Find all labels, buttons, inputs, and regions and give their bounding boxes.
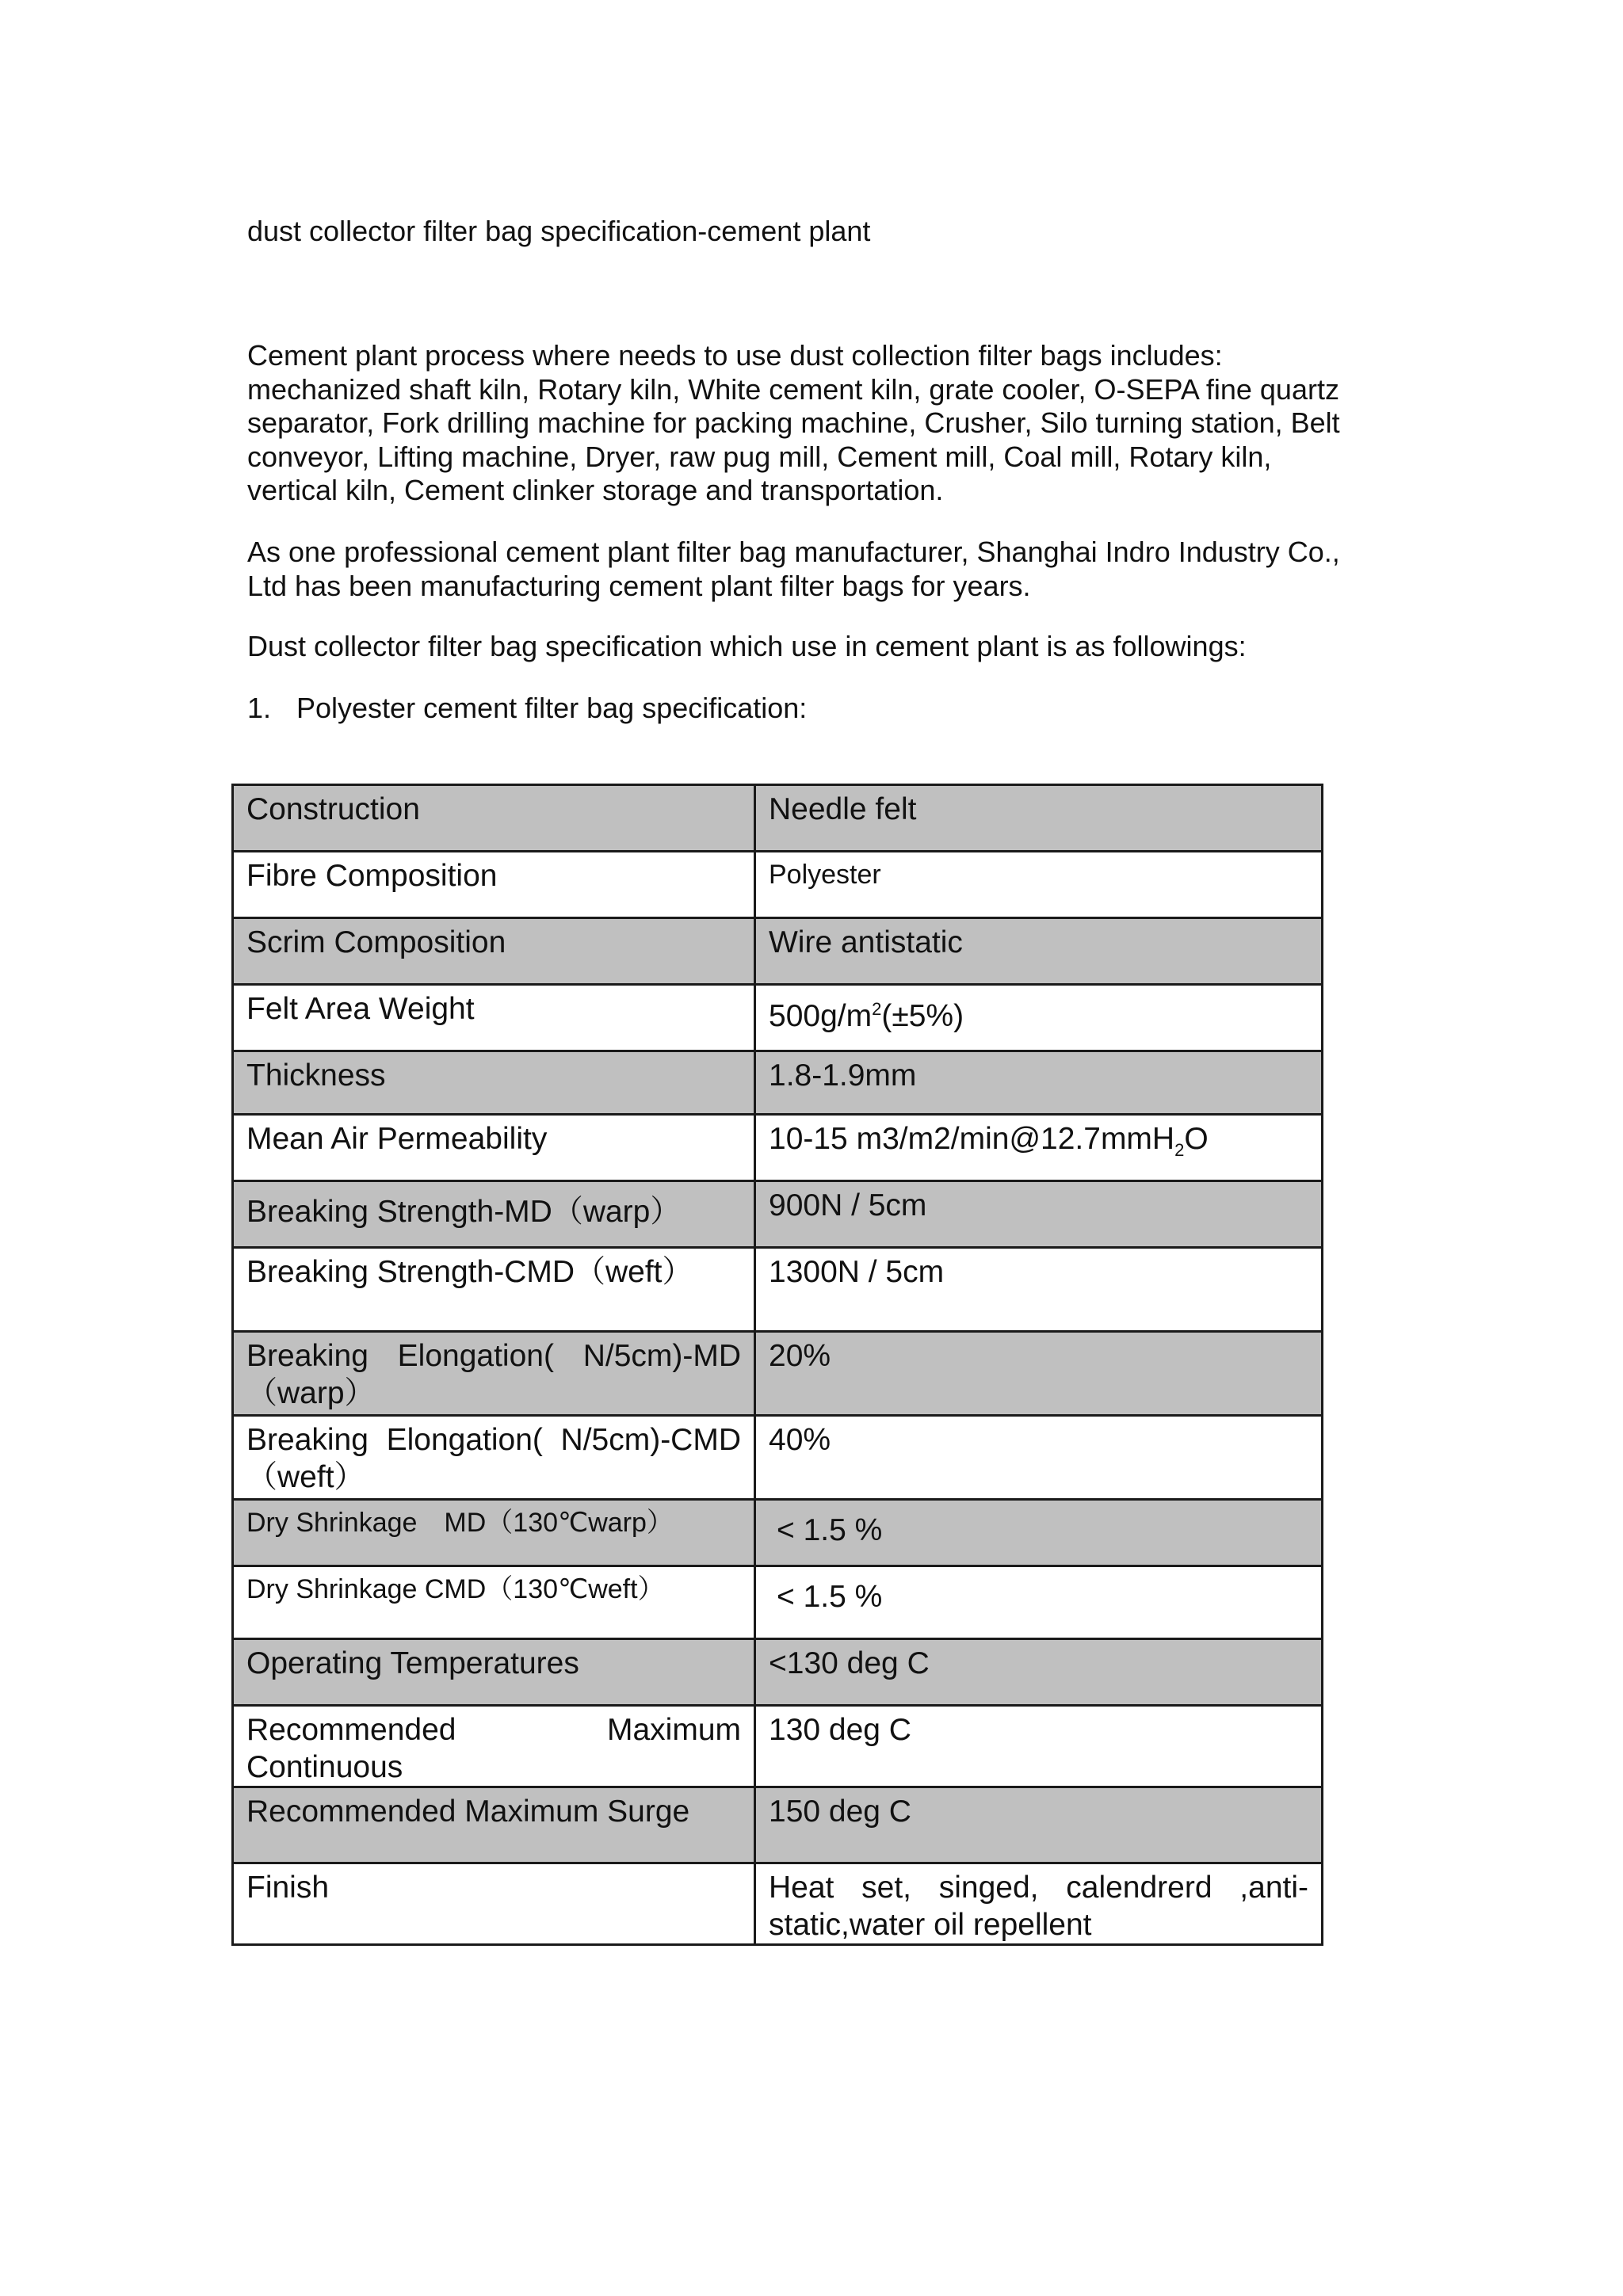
table-row: [233, 1787, 1323, 1863]
numbered-list-item: [247, 691, 807, 726]
table-row: [233, 1051, 1323, 1115]
spec-label: Recommended Maximum Surge: [233, 1787, 755, 1863]
spec-value: [755, 985, 1323, 1051]
table-row: [233, 1566, 1323, 1639]
spec-value: <130 deg C: [755, 1639, 1323, 1706]
spec-label: Breaking Strength-MD（warp）: [233, 1181, 755, 1248]
spec-value: < 1.5 %: [755, 1500, 1323, 1566]
spec-label: Breaking Elongation( N/5cm)-CMD（weft）: [233, 1416, 755, 1500]
table-row: [233, 1332, 1323, 1416]
spec-label: Finish: [233, 1863, 755, 1945]
spec-value: Wire antistatic: [755, 918, 1323, 985]
spec-label: Dry Shrinkage CMD（130℃weft）: [233, 1566, 755, 1639]
spec-label: Construction: [233, 785, 755, 852]
value-main: 10-15 m3/m2/min@12.7mmH: [769, 1122, 1175, 1156]
spec-value: 900N / 5cm: [755, 1181, 1323, 1248]
spec-value: 40%: [755, 1416, 1323, 1500]
table-row: [233, 1416, 1323, 1500]
spec-value: Polyester: [755, 852, 1323, 918]
spec-label: Operating Temperatures: [233, 1639, 755, 1706]
spec-label: Thickness: [233, 1051, 755, 1115]
table-row: [233, 918, 1323, 985]
spec-value: [755, 1115, 1323, 1181]
paragraph-process-list: Cement plant process where needs to use dust collection filter bags includes: mechanized shaft kiln, Rotary kiln, White cement kiln, grate cooler, O-SEPA fine quartz separator, Fork drilling machine for packing machine, Crusher, Silo turning station, Belt conveyor, Lifting machine, Dryer, raw pug mill, Cement mill, Coal mill, Rotary kiln, vertical kiln, Cement clinker storage and transportation.: [247, 339, 1340, 506]
spec-value: 150 deg C: [755, 1787, 1323, 1863]
table-row: [233, 785, 1323, 852]
spec-value: 20%: [755, 1332, 1323, 1416]
spec-label: Scrim Composition: [233, 918, 755, 985]
spec-label: Recommended Maximum Continuous: [233, 1706, 755, 1787]
paragraph-spec-intro: Dust collector filter bag specification which use in cement plant is as followings:: [247, 630, 1247, 662]
table-row: [233, 1863, 1323, 1945]
table-row: [233, 1706, 1323, 1787]
value-superscript: 2: [872, 999, 882, 1019]
list-number: 1.: [247, 692, 272, 724]
spec-label: Felt Area Weight: [233, 985, 755, 1051]
spec-value: 1.8-1.9mm: [755, 1051, 1323, 1115]
spec-label: Breaking Elongation( N/5cm)-MD（warp）: [233, 1332, 755, 1416]
table-row: [233, 1181, 1323, 1248]
spec-value: Heat set, singed, calendrerd ,anti-static,water oil repellent: [755, 1863, 1323, 1945]
spec-value: Needle felt: [755, 785, 1323, 852]
spec-label: Fibre Composition: [233, 852, 755, 918]
spec-value: < 1.5 %: [755, 1566, 1323, 1639]
spec-value: 130 deg C: [755, 1706, 1323, 1787]
table-row: [233, 1500, 1323, 1566]
list-text: Polyester cement filter bag specification:: [296, 692, 808, 724]
document-title: dust collector filter bag specification-cement plant: [247, 215, 871, 247]
table-row: [233, 985, 1323, 1051]
value-suffix: O: [1184, 1122, 1209, 1156]
value-suffix: (±5%): [881, 999, 964, 1033]
table-row: [233, 1115, 1323, 1181]
spec-label: Mean Air Permeability: [233, 1115, 755, 1181]
value-subscript: 2: [1174, 1139, 1185, 1160]
value-main: 500g/m: [769, 999, 873, 1033]
spec-table: [231, 784, 1323, 1946]
table-row: [233, 852, 1323, 918]
spec-label: Breaking Strength-CMD（weft）: [233, 1248, 755, 1332]
spec-label: Dry Shrinkage MD（130℃warp）: [233, 1500, 755, 1566]
table-row: [233, 1248, 1323, 1332]
paragraph-manufacturer: As one professional cement plant filter bag manufacturer, Shanghai Indro Industry Co., Ltd has been manufacturing cement plant filter bags for years.: [247, 536, 1340, 602]
spec-value: 1300N / 5cm: [755, 1248, 1323, 1332]
table-row: [233, 1639, 1323, 1706]
